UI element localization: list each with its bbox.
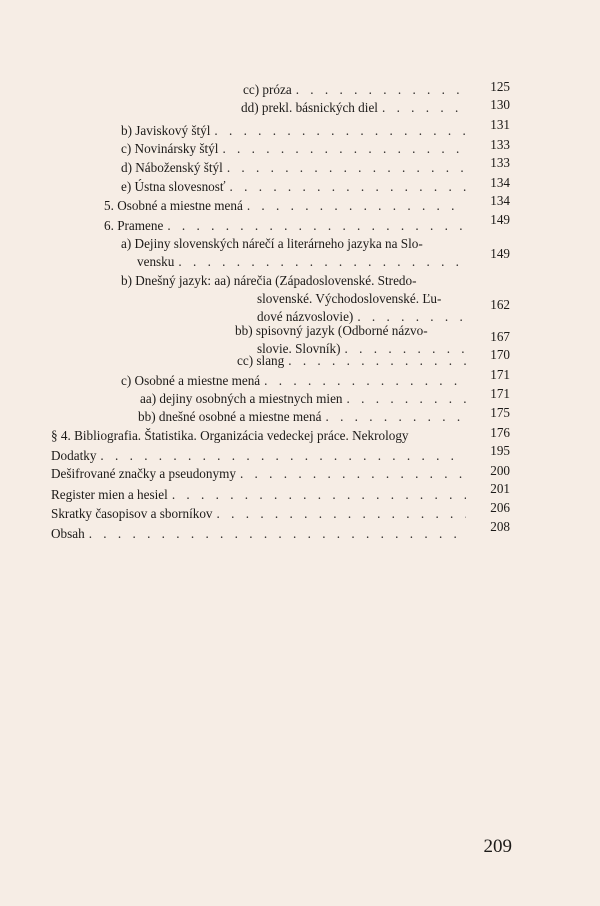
toc-entry-label: dd) prekl. básnických diel <box>241 100 378 115</box>
leader-dots <box>217 505 466 523</box>
leader-dots <box>288 352 466 370</box>
toc-entry-page: 162 <box>490 297 510 312</box>
toc-entry-label: cc) slang <box>237 353 285 368</box>
toc-entry-label: b) Dnešný jazyk: aa) nárečia (Západoslovenské. Stredo- <box>121 273 417 288</box>
toc-entry <box>51 525 472 543</box>
page-number: 209 <box>483 836 512 857</box>
toc-entry-page: 149 <box>490 212 510 227</box>
toc-entry-page: 133 <box>490 155 510 170</box>
toc-entry-page: 206 <box>490 500 510 515</box>
toc-entry-page: 149 <box>490 246 510 261</box>
toc-entry <box>51 427 472 445</box>
toc-entry-label: Skratky časopisov a sborníkov <box>51 506 213 521</box>
toc-entry-page: 208 <box>490 519 510 534</box>
leader-dots <box>100 447 466 465</box>
leader-dots <box>296 81 466 99</box>
toc-entry-label: 6. Pramene <box>104 218 164 233</box>
toc-entry <box>241 99 472 117</box>
toc-entry-page: 130 <box>490 97 510 112</box>
toc-entry <box>138 408 472 426</box>
toc-entry-label: bb) spisovný jazyk (Odborné názvo- <box>235 323 428 338</box>
toc-entry <box>140 390 472 408</box>
toc-entry-label: Dodatky <box>51 448 97 463</box>
toc-entry <box>51 465 472 483</box>
leader-dots <box>167 217 466 235</box>
leader-dots <box>222 140 466 158</box>
toc-entry <box>243 81 472 99</box>
toc-entry-label: 5. Osobné a miestne mená <box>104 198 243 213</box>
toc-entry-label: bb) dnešné osobné a miestne mená <box>138 409 322 424</box>
toc-entry <box>104 217 472 235</box>
toc-entry-label: Obsah <box>51 526 85 541</box>
toc-entry-label-continued: dové názvoslovie) <box>257 309 354 324</box>
toc-entry-label: c) Osobné a miestne mená <box>121 373 261 388</box>
leader-dots <box>382 99 466 117</box>
toc-entry-page: 201 <box>490 481 510 496</box>
toc-entry <box>121 159 472 177</box>
toc-entry-page: 176 <box>490 425 510 440</box>
toc-entry-page: 170 <box>490 347 510 362</box>
toc-entry-label: b) Javiskový štýl <box>121 123 211 138</box>
leader-dots <box>214 122 466 140</box>
toc-entry-page: 171 <box>490 386 510 401</box>
leader-dots <box>347 390 466 408</box>
leader-dots <box>178 253 466 271</box>
toc-entry-label-continued: slovie. Slovník) <box>257 341 341 356</box>
leader-dots <box>325 408 466 426</box>
toc-entry-label: Dešifrované značky a pseudonymy <box>51 466 236 481</box>
toc-entry-label: cc) próza <box>243 82 292 97</box>
leader-dots <box>89 525 466 543</box>
toc-entry <box>137 253 472 271</box>
toc-entry <box>121 122 472 140</box>
toc-entry-page: 200 <box>490 463 510 478</box>
toc-entry-page: 134 <box>490 175 510 190</box>
toc-entry <box>237 352 472 370</box>
toc-entry-page: 133 <box>490 137 510 152</box>
leader-dots <box>247 197 466 215</box>
toc-entry-page: 175 <box>490 405 510 420</box>
toc-entry <box>51 486 472 504</box>
toc-entry-label: a) Dejiny slovenských nárečí a literárneho jazyka na Slo- <box>121 236 423 251</box>
leader-dots <box>172 486 466 504</box>
toc-entry-page: 131 <box>490 117 510 132</box>
toc-entry-page: 125 <box>490 79 510 94</box>
leader-dots <box>227 159 466 177</box>
toc-entry <box>104 197 472 215</box>
toc-entry-label: e) Ústna slovesnosť <box>121 179 226 194</box>
toc-entry <box>51 505 472 523</box>
toc-entry-page: 195 <box>490 443 510 458</box>
toc-entry <box>121 372 472 390</box>
toc-entry <box>121 178 472 196</box>
toc-entry <box>51 447 472 465</box>
toc-entry-page: 171 <box>490 367 510 382</box>
toc-entry-page: 167 <box>490 329 510 344</box>
toc-entry-label-continued: vensku <box>137 254 175 269</box>
toc-entry-label: Register mien a hesiel <box>51 487 168 502</box>
toc-entry-label-continued: slovenské. Východoslovenské. Ľu- <box>257 291 442 306</box>
toc-entry-label: § 4. Bibliografia. Štatistika. Organizácia vedeckej práce. Nekrology <box>51 428 409 443</box>
toc-entry-label: aa) dejiny osobných a miestnych mien <box>140 391 343 406</box>
toc-entry-label: d) Náboženský štýl <box>121 160 223 175</box>
leader-dots <box>240 465 466 483</box>
toc-entry-label: c) Novinársky štýl <box>121 141 219 156</box>
leader-dots <box>230 178 466 196</box>
toc-entry-page: 134 <box>490 193 510 208</box>
toc-entry <box>121 140 472 158</box>
leader-dots <box>264 372 466 390</box>
